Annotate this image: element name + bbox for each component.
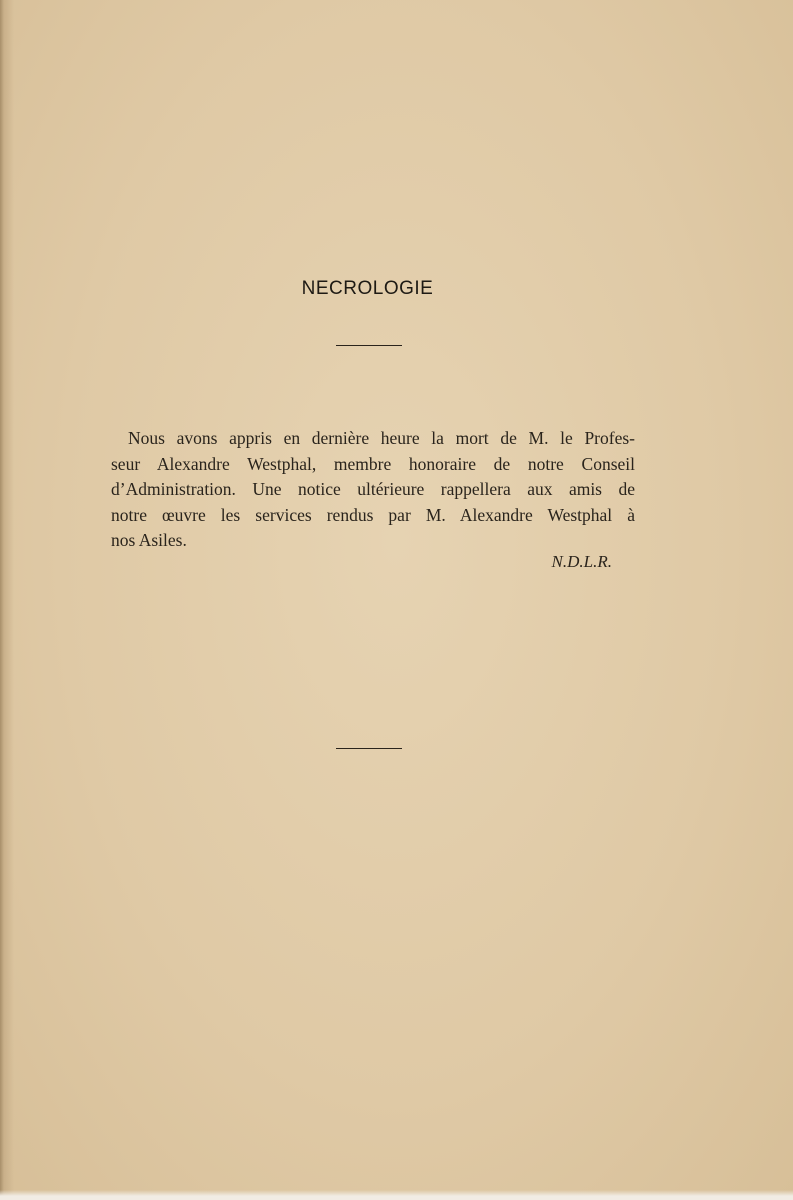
editorial-signature: N.D.L.R. bbox=[551, 552, 612, 571]
title-divider bbox=[336, 345, 402, 346]
page-title: NECROLOGIE bbox=[301, 278, 434, 299]
obituary-notice bbox=[111, 426, 635, 554]
notice-line: seur Alexandre Westphal, membre honoraire de notre Conseil bbox=[111, 453, 635, 474]
notice-line: notre œuvre les services rendus par M. Alexandre Westphal à bbox=[111, 504, 635, 525]
notice-line: nos Asiles. bbox=[111, 530, 187, 550]
notice-paragraph bbox=[111, 426, 635, 554]
notice-line: d’Administration. Une notice ultérieure rappellera aux amis de bbox=[111, 479, 635, 499]
end-divider bbox=[336, 748, 402, 749]
notice-line: Nous avons appris en dernière heure la mort de M. le Profes- bbox=[128, 428, 635, 448]
